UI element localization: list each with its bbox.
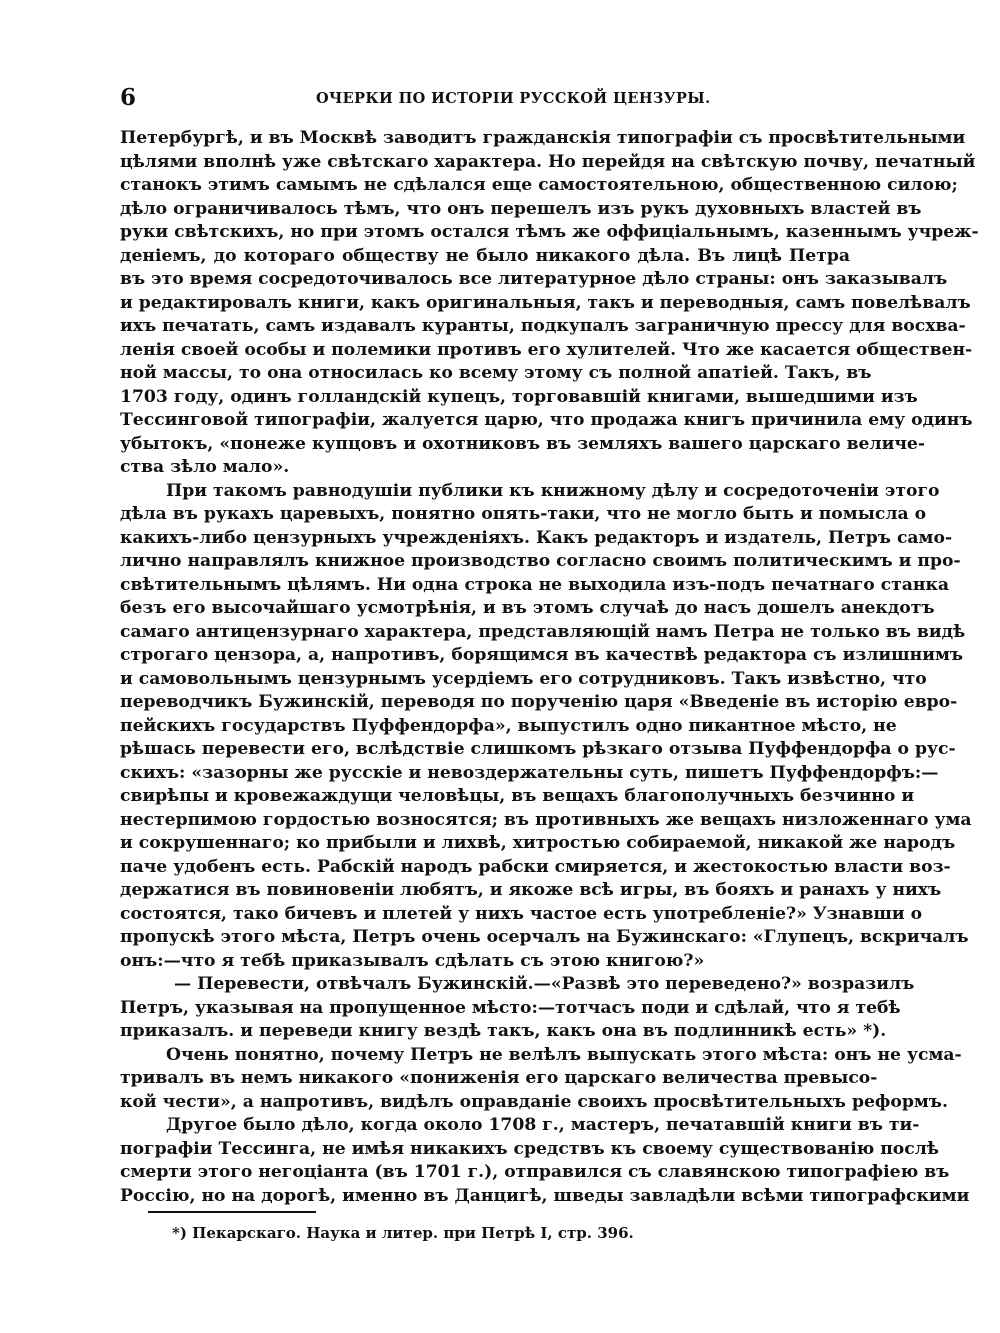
text-line: станокъ этимъ самымъ не сдѣлался еще самостоятельною, общественною силою; bbox=[120, 175, 958, 195]
text-line: Петръ, указывая на пропущенное мѣсто:—тотчасъ поди и сдѣлай, что я тебѣ bbox=[120, 997, 901, 1018]
text-line: — Перевести, отвѣчалъ Бужинскій.—«Развѣ это переведено?» возразилъ bbox=[174, 974, 915, 994]
text-line: пейскихъ государствъ Пуффендорфа», выпустилъ одно пикантное мѣсто, не bbox=[120, 715, 897, 736]
text-line: пографіи Тессинга, не имѣя никакихъ средствъ къ своему существованію послѣ bbox=[120, 1138, 939, 1159]
text-line: самаго антицензурнаго характера, представляющій намъ Петра не только въ видѣ bbox=[120, 621, 966, 642]
text-line: свѣтительнымъ цѣлямъ. Ни одна строка не выходила изъ-подъ печатнаго станка bbox=[120, 574, 950, 595]
text-line: рѣшась перевести его, вслѣдствіе слишкомъ рѣзкаго отзыва Пуффендорфа о рус- bbox=[120, 739, 956, 759]
footnote-divider bbox=[148, 1211, 316, 1213]
text-line: строгаго цензора, а, напротивъ, борящимся въ качествѣ редактора съ излишнимъ bbox=[120, 645, 964, 665]
page-number: 6 bbox=[120, 84, 137, 111]
text-line: ной массы, то она относилась ко всему этому съ полной апатіей. Такъ, въ bbox=[120, 363, 872, 383]
text-line: Петербургѣ, и въ Москвѣ заводитъ гражданскія типографіи съ просвѣтительными bbox=[120, 128, 966, 148]
text-line: въ это время сосредоточивалось все литературное дѣло страны: онъ заказывалъ bbox=[120, 269, 948, 289]
text-line: и самовольнымъ цензурнымъ усердіемъ его сотрудниковъ. Такъ извѣстно, что bbox=[120, 668, 927, 689]
text-line: скихъ: «зазорны же русскіе и невоздержательны суть, пишетъ Пуффендорфъ:— bbox=[120, 762, 939, 783]
text-line: При такомъ равнодушіи публики къ книжному дѣлу и сосредоточеніи этого bbox=[166, 480, 940, 501]
text-line: Россію, но на дорогѣ, именно въ Данцигѣ, шведы завладѣли всѣми типографскими bbox=[120, 1185, 970, 1206]
text-line: безъ его высочайшаго усмотрѣнія, и въ этомъ случаѣ до насъ дошелъ анекдотъ bbox=[120, 598, 935, 618]
text-line: онъ:—что я тебѣ приказывалъ сдѣлать съ этою книгою?» bbox=[120, 950, 705, 971]
text-line: цѣлями вполнѣ уже свѣтскаго характера. Но перейдя на свѣтскую почву, печатный bbox=[120, 151, 976, 172]
text-line: и редактировалъ книги, какъ оригинальныя, такъ и переводныя, самъ повелѣвалъ bbox=[120, 292, 971, 313]
text-line: кой чести», а напротивъ, видѣлъ оправданіе своихъ просвѣтительныхъ реформъ. bbox=[120, 1091, 948, 1112]
running-title: ОЧЕРКИ ПО ИСТОРІИ РУССКОЙ ЦЕНЗУРЫ. bbox=[316, 90, 711, 107]
text-line: переводчикъ Бужинскій, переводя по порученію царя «Введеніе въ исторію евро- bbox=[120, 692, 958, 712]
page-header bbox=[120, 84, 850, 114]
text-line: тривалъ въ немъ никакого «пониженія его царскаго величества превысо- bbox=[120, 1068, 878, 1088]
text-line: и сокрушеннаго; ко прибыли и лихвѣ, хитростью собираемой, никакой же народъ bbox=[120, 833, 956, 853]
text-line: дѣла въ рукахъ царевыхъ, понятно опять-таки, что не могло быть и помысла о bbox=[120, 504, 927, 524]
text-line: смерти этого негоціанта (въ 1701 г.), отправился съ славянскою типографіею въ bbox=[120, 1162, 950, 1182]
text-line: ихъ печатать, самъ издавалъ куранты, подкупалъ заграничную прессу для восхва- bbox=[120, 316, 966, 336]
text-line: Очень понятно, почему Петръ не велѣлъ выпускать этого мѣста: онъ не усма- bbox=[166, 1044, 962, 1065]
text-line: лично направлялъ книжное производство согласно своимъ политическимъ и про- bbox=[120, 551, 961, 571]
text-line: пропускѣ этого мѣста, Петръ очень осерчалъ на Бужинскаго: «Глупецъ, вскричалъ bbox=[120, 927, 969, 947]
text-line: приказалъ. и переведи книгу вездѣ такъ, какъ она въ подлинникѣ есть» *). bbox=[120, 1021, 887, 1041]
text-line: ства зѣло мало». bbox=[120, 457, 290, 477]
text-line: убытокъ, «понеже купцовъ и охотниковъ въ земляхъ вашего царскаго величе- bbox=[120, 433, 925, 454]
body-text bbox=[120, 127, 979, 1208]
footnote: *) Пекарскаго. Наука и литер. при Петрѣ I, стр. 396. bbox=[172, 1224, 634, 1242]
text-line: держатися въ повиновеніи любятъ, и якоже всѣ игры, въ бояхъ и ранахъ у нихъ bbox=[120, 880, 942, 900]
text-line: руки свѣтскихъ, но при этомъ остался тѣмъ же оффиціальнымъ, казеннымъ учреж- bbox=[120, 222, 979, 242]
text-line: Тессинговой типографіи, жалуется царю, что продажа книгъ причинила ему одинъ bbox=[120, 410, 973, 430]
text-line: дѣло ограничивалось тѣмъ, что онъ перешелъ изъ рукъ духовныхъ властей въ bbox=[120, 198, 922, 219]
text-line: свирѣпы и кровежаждущи человѣцы, въ вещахъ благополучныхъ безчинно и bbox=[120, 786, 915, 806]
text-line: состоятся, тако бичевъ и плетей у нихъ частое есть употребленіе?» Узнавши о bbox=[120, 903, 923, 924]
text-line: нестерпимою гордостью возносятся; въ противныхъ же вещахъ низложеннаго ума bbox=[120, 809, 972, 830]
text-line: 1703 году, одинъ голландскій купецъ, торговавшій книгами, вышедшими изъ bbox=[120, 386, 918, 407]
text-line: какихъ-либо цензурныхъ учрежденіяхъ. Какъ редакторъ и издатель, Петръ само- bbox=[120, 527, 953, 548]
text-line: ленія своей особы и полемики противъ его хулителей. Что же касается обществен- bbox=[120, 339, 973, 360]
text-line: паче удобенъ есть. Рабскій народъ рабски смиряется, и жестокостью власти воз- bbox=[120, 856, 951, 877]
text-line: деніемъ, до котораго обществу не было никакого дѣла. Въ лицѣ Петра bbox=[120, 245, 850, 266]
text-line: Другое было дѣло, когда около 1708 г., мастеръ, печатавшій книги въ ти- bbox=[166, 1115, 920, 1135]
